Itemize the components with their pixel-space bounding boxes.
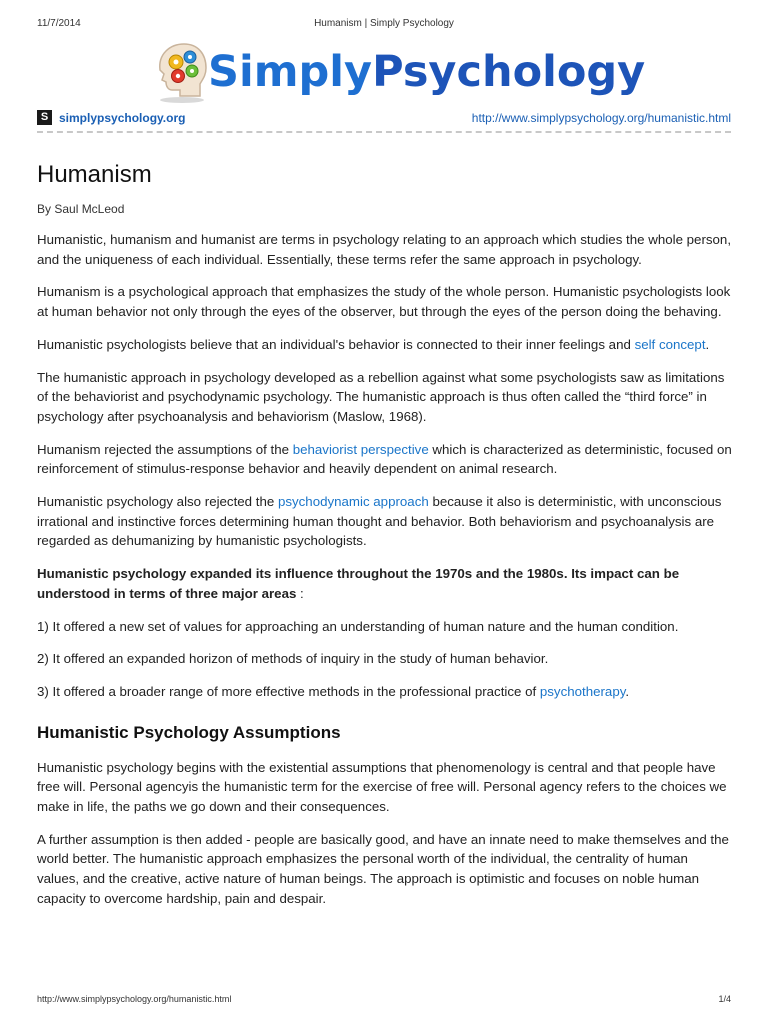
site-badge-icon: S [37,110,52,125]
paragraph-6: Humanistic psychology also rejected the psychodynamic approach because it also is deterministic, with unconscious irrational and instinctive forces determining human thought and behavior. Both behaviorism and psychoanalysis are regarded as dehumanizing by humanistic psychologists. [37,494,722,549]
site-bar [37,110,731,128]
site-name-link[interactable]: simplypsychology.org [59,111,186,125]
print-date: 11/7/2014 [37,18,81,29]
psychodynamic-approach-link[interactable]: psychodynamic approach [277,494,429,510]
paragraph-9: A further assumption is then added - people are basically good, and have an innate need to make themselves and the world better. The humanistic approach emphasizes the personal worth of the individual, the centrality of human values, and the creative, active nature of human beings. The approach is optimistic and focuses on noble human capacity to overcome hardship, pain and despair. [37,831,729,906]
article-byline: By Saul McLeod [37,202,125,216]
self-concept-link[interactable]: self concept [634,336,706,352]
behaviorist-perspective-link[interactable]: behaviorist perspective [292,441,429,457]
page-url-link[interactable]: http://www.simplypsychology.org/humanistic.html [471,111,731,125]
section-heading: Humanistic Psychology Assumptions [37,722,341,742]
list-item-1: 1) It offered a new set of values for approaching an understanding of human nature and the human condition. [37,618,679,634]
paragraph-2: Humanism is a psychological approach that emphasizes the study of the whole person. Humanistic psychologists look at human behavior not only through the eyes of the observer, but through the eyes of the person doing the behaving. [37,284,731,320]
paragraph-8: Humanistic psychology begins with the existential assumptions that phenomenology is central and that people have free will. Personal agencyis the humanistic term for the exercise of free will. Personal agency refers to the choices we make in life, the paths we go down and their consequences. [37,759,727,815]
list-item-3: 3) It offered a broader range of more effective methods in the professional practice of psychotherapy. [37,683,630,699]
logo-wordmark: SimplyPsychology [208,47,646,97]
print-page-title: Humanism | Simply Psychology [314,18,454,29]
header-divider [37,131,731,133]
article-body [37,158,733,922]
paragraph-4: The humanistic approach in psychology developed as a rebellion against what some psychologists saw as limitations of the behaviorist and psychodynamic psychology. The humanistic approach is thus often called the “third force” in psychology after psychoanalysis and behaviorism (Maslow, 1968). [37,369,725,424]
paragraph-5: Humanism rejected the assumptions of the behaviorist perspective which is characterized as deterministic, focused on reinforcement of stimulus-response behavior and heavily dependent on animal research. [37,441,732,477]
paragraph-7: Humanistic psychology expanded its influence throughout the 1970s and the 1980s. Its impact can be understood in terms of three major areas : [37,566,680,601]
print-header [37,18,731,32]
head-gears-icon [152,40,210,104]
article-title: Humanism [37,161,152,188]
page-number: 1/4 [718,994,731,1004]
footer-url: http://www.simplypsychology.org/humanistic.html [37,994,232,1004]
list-item-2: 2) It offered an expanded horizon of methods of inquiry in the study of human behavior. [37,651,549,667]
print-footer [37,994,731,1006]
site-logo[interactable] [152,40,646,104]
psychotherapy-link[interactable]: psychotherapy [539,683,626,699]
paragraph-1: Humanistic, humanism and humanist are terms in psychology relating to an approach which studies the whole person, and the uniqueness of each individual. Essentially, these terms refer the same approach in psychology. [37,232,732,267]
paragraph-3: Humanistic psychologists believe that an individual's behavior is connected to their inner feelings and self concept. [37,336,710,352]
